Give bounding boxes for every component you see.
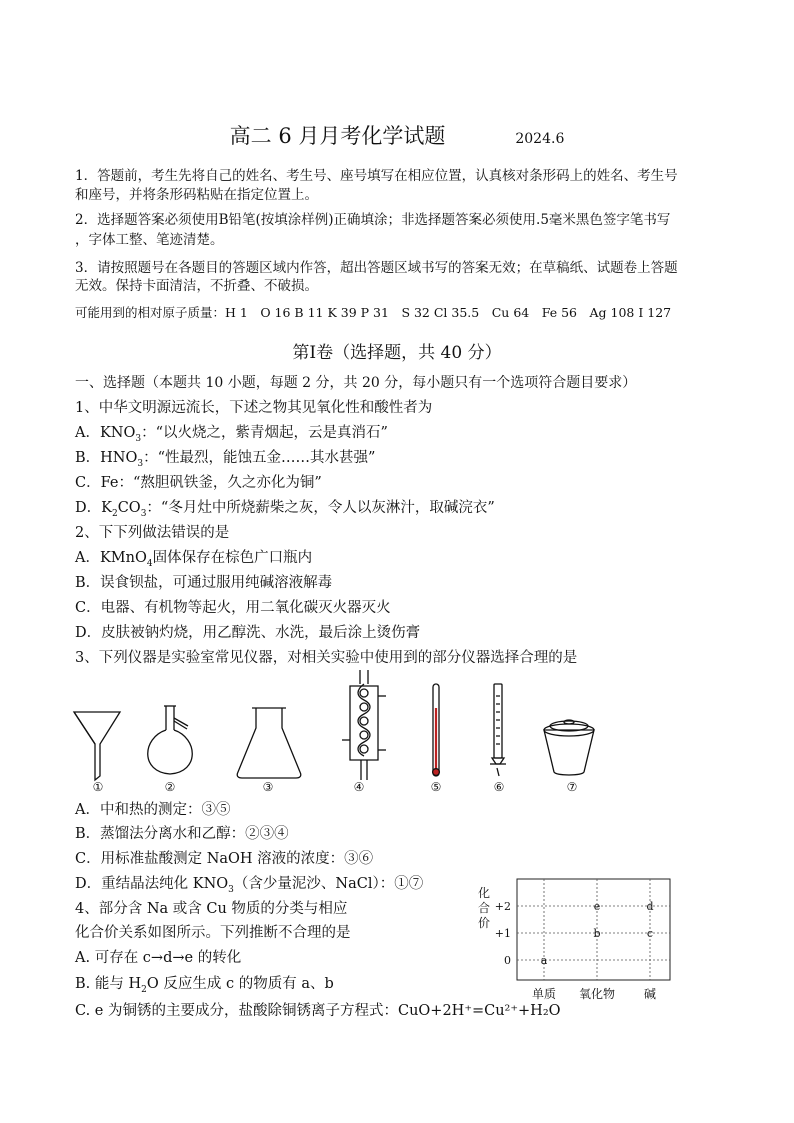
instruction-line-3: 2．选择题答案必须使用B铅笔(按填涂样例)正确填涂；非选择题答案必须使用.5毫米黑色签字笔书写 xyxy=(75,212,671,228)
q2-option-c: C．电器、有机物等起火，用二氧化碳灭火器灭火 xyxy=(75,600,391,616)
q2-stem: 2、下下列做法错误的是 xyxy=(75,525,230,541)
q4-stem-line-2: 化合价关系如图所示。下列推断不合理的是 xyxy=(75,925,351,941)
bulb-condenser-icon xyxy=(342,670,386,780)
apparatus-label-1: ① xyxy=(92,780,104,794)
y-axis-label: 化 xyxy=(477,886,491,900)
section-title: 第Ⅰ卷（选择题，共 40 分） xyxy=(292,343,502,363)
instruction-line-4: ，字体工整、笔迹清楚。 xyxy=(75,232,224,248)
q2-option-a: A．KMnO$_4$固体保存在棕色广口瓶内 xyxy=(75,550,313,569)
exam-title: 高二 6 月月考化学试题 xyxy=(229,124,446,148)
q1-option-a: A．$KNO_3$：“以火烧之，紫青烟起，云是真消石” xyxy=(75,425,388,444)
q1-option-b: B．$HNO_3$：“性最烈，能蚀五金……其水甚强” xyxy=(75,450,376,469)
burette-icon xyxy=(490,684,506,776)
x-tick-label: 氧化物 xyxy=(578,987,616,1001)
instruction-line-1: 1．答题前，考生先将自己的姓名、考生号、座号填写在相应位置，认真核对条形码上的姓名、考生号 xyxy=(75,168,678,184)
y-tick-label: +2 xyxy=(494,900,511,913)
atomic-masses: 可能用到的相对原子质量：H 1 O 16 B 11 K 39 P 31 S 32 Cl 35.5 Cu 64 Fe 56 Ag 108 I 127 xyxy=(75,305,672,320)
y-axis-label: 价 xyxy=(477,916,491,930)
q3-option-b: B．蒸馏法分离水和乙醇：②③④ xyxy=(75,826,289,842)
q4-option-c: C. e 为铜锈的主要成分，盐酸除铜锈离子方程式：CuO+2H⁺=Cu²⁺+H₂O xyxy=(75,1003,561,1019)
y-tick-label: 0 xyxy=(504,954,511,967)
conical-flask-icon xyxy=(237,708,301,778)
data-point-a: a xyxy=(540,954,548,967)
q3-option-a: A．中和热的测定：③⑤ xyxy=(75,802,231,818)
q3-option-c: C．用标准盐酸测定 NaOH 溶液的浓度：③⑥ xyxy=(75,851,374,867)
q4-stem-line-1: 4、部分含 Na 或含 Cu 物质的分类与相应 xyxy=(75,901,348,917)
apparatus-label-6: ⑥ xyxy=(493,780,505,794)
page-title xyxy=(0,120,794,150)
q4-option-a: A. 可存在 c→d→e 的转化 xyxy=(75,950,242,966)
q3-option-d: D．重结晶法纯化 $KNO_3$（含少量泥沙、NaCl）：①⑦ xyxy=(75,876,424,895)
x-tick-label: 单质 xyxy=(531,987,557,1001)
q1-option-c: C．Fe：“熬胆矾铁釜，久之亦化为铜” xyxy=(75,475,322,491)
data-point-e: e xyxy=(593,900,601,913)
q3-stem: 3、下列仪器是实验室常见仪器，对相关实验中使用到的部分仪器选择合理的是 xyxy=(75,650,578,666)
q2-option-d: D．皮肤被钠灼烧，用乙醇洗、水洗，最后涂上烫伤膏 xyxy=(75,625,421,641)
instruction-line-6: 无效。保持卡面清洁，不折叠、不破损。 xyxy=(75,278,318,294)
y-tick-label: +1 xyxy=(494,927,511,940)
exam-date: 2024.6 xyxy=(515,131,565,147)
valence-chart xyxy=(470,875,700,1005)
instruction-line-2: 和座号，并将条形码粘贴在指定位置上。 xyxy=(75,187,318,203)
funnel-icon xyxy=(74,712,120,780)
thermometer-icon xyxy=(433,684,440,776)
q1-option-d: D．$K_2CO_3$：“冬月灶中所烧薪柴之灰，令人以灰淋汁，取碱浣衣” xyxy=(75,500,495,519)
apparatus-label-3: ③ xyxy=(262,780,274,794)
x-tick-label: 碱 xyxy=(643,987,657,1001)
part-heading: 一、选择题（本题共 10 小题，每题 2 分，共 20 分，每小题只有一个选项符合题目要求） xyxy=(75,375,637,391)
q1-stem: 1、中华文明源远流长，下述之物其见氧化性和酸性者为 xyxy=(75,400,433,416)
q2-option-b: B．误食钡盐，可通过服用纯碱溶液解毒 xyxy=(75,575,333,591)
distillation-flask-icon xyxy=(148,706,193,774)
apparatus-label-4: ④ xyxy=(353,780,365,794)
y-axis-label: 合 xyxy=(477,901,491,915)
apparatus-label-5: ⑤ xyxy=(430,780,442,794)
apparatus-label-7: ⑦ xyxy=(566,780,578,794)
q4-option-b: B. 能与 $H_2O$ 反应生成 c 的物质有 a、b xyxy=(75,976,334,995)
data-point-b: b xyxy=(593,927,601,940)
instruction-line-5: 3．请按照题号在各题目的答题区域内作答，超出答题区域书写的答案无效；在草稿纸、试题卷上答题 xyxy=(75,260,678,276)
crucible-icon xyxy=(544,720,594,775)
apparatus-label-2: ② xyxy=(164,780,176,794)
data-point-c: c xyxy=(646,927,654,940)
apparatus-illustration xyxy=(60,668,620,800)
data-point-d: d xyxy=(646,900,654,913)
